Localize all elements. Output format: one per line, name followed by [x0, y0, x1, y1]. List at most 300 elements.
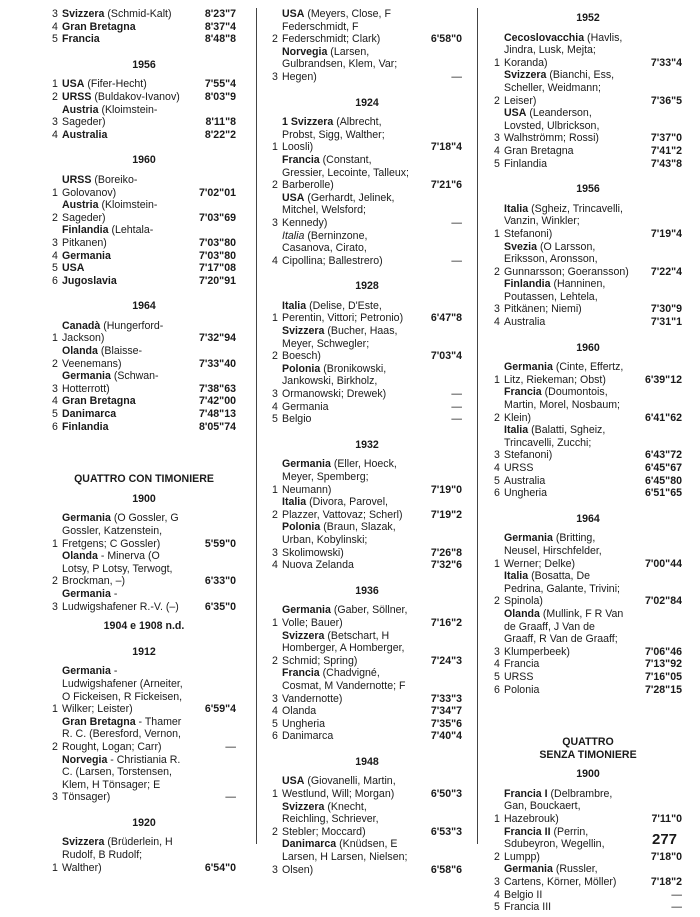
result-entry: [494, 608, 682, 658]
section-heading: QUATTRO CON TIMONIERE: [74, 473, 214, 486]
result-place: 3: [52, 791, 58, 804]
result-time: 7'36"5: [650, 94, 682, 107]
result-place: 3: [52, 382, 58, 395]
result-crew: Italia (Divora, Parovel, Plazzer, Vattovaz; Scherl): [282, 496, 403, 521]
result-place: 1: [494, 813, 500, 826]
result-crew: Olanda: [282, 705, 317, 718]
result-country: Cecoslovacchia: [504, 31, 585, 44]
result-crew: Germania (Schwan-Hotterrott): [62, 370, 159, 395]
result-entry: [272, 8, 462, 46]
result-crew: Italia (Bosatta, De Pedrina, Galante, Trivini; Spinola): [504, 570, 620, 608]
result-place: 2: [494, 265, 500, 278]
result-entry: [494, 532, 682, 570]
result-country: Germania: [282, 604, 331, 617]
result-place: 1: [494, 56, 500, 69]
result-entry: [494, 158, 682, 171]
year-heading: 1924: [355, 96, 379, 109]
result-crew: Cecoslovacchia (Havlis, Jindra, Lusk, Mejta; Koranda): [504, 31, 623, 69]
result-entry: [52, 588, 236, 613]
result-place: 1: [272, 141, 278, 154]
result-time: 7'48"13: [198, 408, 236, 421]
result-entry: [494, 487, 682, 500]
result-time: —: [451, 216, 462, 229]
result-place: 1: [494, 557, 500, 570]
year-heading: 1964: [576, 512, 600, 525]
result-country: Italia: [282, 229, 305, 242]
result-entry: [494, 203, 682, 241]
result-crew: Francia II (Perrin, Sdubeyron, Wegellin, Lumpp): [504, 825, 605, 863]
result-crew: [62, 275, 184, 288]
result-place: 2: [494, 94, 500, 107]
result-crew: [62, 21, 184, 34]
result-crew: Austria (Kloimstein-Sageder): [62, 199, 158, 224]
result-place: 1: [494, 373, 500, 386]
result-entry: [494, 241, 682, 279]
result-country: USA: [62, 262, 85, 275]
result-time: 6'59"4: [204, 703, 236, 716]
result-place: 6: [272, 730, 278, 743]
year-heading: 1948: [355, 755, 379, 768]
result-place: 3: [272, 70, 278, 83]
result-time: 7'00"44: [644, 557, 682, 570]
result-place: 3: [272, 863, 278, 876]
result-crew: URSS (Boreiko-Golovanov): [62, 173, 138, 199]
result-crew: Belgio: [282, 413, 312, 426]
result-country: Australia: [62, 128, 108, 141]
result-crew: Francia (Chadvigné, Cosmat, M Vandernotte; F Vandernotte): [282, 667, 406, 705]
result-country: Germania: [62, 587, 111, 600]
result-place: 5: [52, 33, 58, 46]
result-place: 2: [272, 654, 278, 667]
result-time: 6'58"6: [430, 863, 462, 876]
result-time: 7'30"9: [650, 303, 682, 316]
result-entry: [494, 788, 682, 826]
result-entry: [272, 401, 462, 414]
result-entry: [494, 386, 682, 424]
result-time: 7'34"7: [430, 705, 462, 718]
result-country: Danimarca: [62, 408, 117, 421]
result-time: 7'28"15: [644, 683, 682, 696]
result-country: Gran Bretagna: [62, 20, 136, 33]
result-entry: [52, 345, 236, 370]
result-crew: USA (Fifer-Hecht): [62, 78, 147, 91]
result-place: 4: [494, 658, 500, 671]
result-country: Polonia: [282, 521, 321, 534]
year-heading: 1956: [132, 58, 156, 71]
result-place: 2: [272, 825, 278, 838]
result-crew: [62, 395, 184, 408]
result-place: 1: [272, 483, 278, 496]
page-number: 277: [652, 831, 678, 848]
result-place: 5: [494, 901, 500, 914]
result-entry: [52, 836, 236, 874]
result-entry: [272, 718, 462, 731]
result-place: 2: [52, 740, 58, 753]
result-crew: Ungheria: [282, 717, 325, 730]
year-heading: 1900: [132, 492, 156, 505]
result-entry: [272, 116, 462, 154]
result-crew: Canadà (Hungerford-Jackson): [62, 319, 164, 345]
result-place: 1: [52, 537, 58, 550]
result-entry: [52, 174, 236, 199]
result-entry: [494, 658, 682, 671]
result-time: —: [451, 388, 462, 401]
result-place: 4: [52, 395, 58, 408]
result-entry: [494, 889, 682, 902]
result-country: Francia: [282, 667, 320, 680]
result-country: URSS: [62, 173, 92, 186]
result-crew: Australia: [504, 474, 546, 487]
result-time: 7'55"4: [204, 78, 236, 91]
result-time: 7'33"4: [650, 56, 682, 69]
result-crew: Danimarca: [282, 730, 334, 743]
result-time: 8'37"4: [204, 20, 236, 33]
result-crew: Svizzera (Schmid-Kalt): [62, 8, 172, 20]
result-entry: [272, 559, 462, 572]
result-place: 2: [494, 850, 500, 863]
result-crew: Norvegia (Larsen, Gulbrandsen, Klem, Var; Hegen): [282, 45, 398, 83]
result-country: USA: [504, 107, 527, 120]
result-time: 6'53"3: [430, 825, 462, 838]
result-time: 7'20"91: [198, 274, 236, 287]
result-place: 3: [494, 303, 500, 316]
result-entry: [272, 705, 462, 718]
result-place: 3: [494, 449, 500, 462]
result-country: USA: [282, 8, 305, 20]
year-heading: 1920: [132, 816, 156, 829]
result-country: Olanda: [62, 345, 98, 358]
result-time: —: [671, 888, 682, 901]
result-place: 1: [52, 186, 58, 199]
result-entry: [52, 91, 236, 104]
result-country: Italia: [282, 496, 307, 509]
result-entry: [52, 21, 236, 34]
result-entry: [52, 199, 236, 224]
result-entry: [494, 901, 682, 914]
result-entry: [494, 475, 682, 488]
result-entry: [494, 570, 682, 608]
result-place: 1: [52, 703, 58, 716]
result-crew: Germania (Eller, Hoeck, Meyer, Spemberg; Neumann): [282, 458, 397, 496]
result-time: 7'19"2: [430, 508, 462, 521]
result-crew: 1 Svizzera (Albrecht, Probst, Sigg, Walther; Loosli): [282, 116, 385, 154]
result-place: 2: [272, 350, 278, 363]
result-crew: Polonia (Bronikowski, Jankowski, Birkholz, Ormanowski; Drewek): [282, 362, 387, 401]
result-place: 5: [494, 157, 500, 170]
result-time: 7'18"0: [650, 850, 682, 863]
result-crew: Olanda (Blaisse-Veenemans): [62, 345, 143, 370]
result-entry: [494, 69, 682, 107]
result-place: 3: [52, 600, 58, 613]
result-place: 5: [272, 717, 278, 730]
result-crew: Italia (Berninzone, Casanova, Cirato, Cipollina; Ballestrero): [282, 229, 383, 267]
result-time: 8'05"74: [198, 420, 236, 433]
result-crew: Germania: [282, 400, 329, 413]
result-crew: Francia (Constant, Gressier, Lecointe, Talleux; Barberolle): [282, 153, 409, 192]
result-country: URSS: [62, 90, 92, 103]
result-country: Germania: [62, 370, 111, 383]
result-country: Austria: [62, 103, 99, 116]
result-time: —: [451, 400, 462, 413]
result-country: Gran Bretagna: [62, 395, 136, 408]
result-crew: [62, 250, 184, 263]
result-entry: [52, 754, 236, 804]
result-country: Austria: [62, 199, 99, 212]
result-crew: Germania (O Gossler, G Gossler, Katzenstein, Fretgens; C Gossler): [62, 512, 179, 550]
result-time: 5'59"0: [204, 537, 236, 550]
result-time: 6'41"62: [644, 411, 682, 424]
result-time: 6'35"0: [204, 600, 236, 613]
result-country: Finlandia: [62, 224, 109, 237]
result-place: 3: [494, 645, 500, 658]
result-time: 7'37"0: [650, 132, 682, 145]
result-place: 1: [52, 78, 58, 91]
result-country: Olanda: [504, 607, 540, 620]
result-country: Germania: [62, 665, 111, 678]
result-place: 5: [272, 413, 278, 426]
result-time: 7'35"6: [430, 717, 462, 730]
result-crew: Italia (Balatti, Sgheiz, Trincavelli, Zucchi; Stefanoni): [504, 424, 606, 462]
column-divider: [256, 8, 257, 844]
result-place: 3: [494, 876, 500, 889]
result-country: Germania: [62, 249, 111, 262]
result-place: 4: [494, 888, 500, 901]
result-time: 7'03"80: [198, 249, 236, 262]
year-heading: 1928: [355, 280, 379, 293]
result-place: 1: [52, 861, 58, 874]
result-country: Italia: [504, 570, 529, 583]
results-column-1: [52, 8, 236, 874]
result-place: 1: [272, 788, 278, 801]
result-crew: Finlandia (Hanninen, Poutassen, Lehtela, Pitkänen; Niemi): [504, 278, 606, 316]
result-entry: [272, 325, 462, 363]
year-heading: 1904 e 1908 n.d.: [103, 620, 185, 633]
result-entry: [52, 408, 236, 421]
result-crew: Svizzera (Knecht, Reichling, Schriever, Stebler; Moccard): [282, 800, 379, 838]
result-country: Svizzera: [282, 325, 325, 338]
result-time: —: [671, 901, 682, 914]
year-heading: 1936: [355, 584, 379, 597]
result-crew: [62, 262, 184, 275]
result-country: Norvegia: [62, 753, 108, 766]
result-crew: Francia III: [504, 901, 552, 914]
result-time: 7'32"94: [198, 332, 236, 345]
result-place: 2: [494, 595, 500, 608]
result-crew: Germania - Ludwigshafener (Arneiter, O Fickeisen, R Fickeisen, Wilker; Leister): [62, 665, 183, 716]
result-crew: [62, 129, 184, 142]
result-time: 6'47"8: [430, 312, 462, 325]
result-crew: USA (Meyers, Close, F Federschmidt, F Federschmidt; Clark): [282, 8, 391, 46]
result-crew: Nuova Zelanda: [282, 559, 354, 572]
result-time: 6'51"65: [644, 487, 682, 500]
result-time: 7'26"8: [430, 546, 462, 559]
result-place: 3: [52, 116, 58, 129]
result-place: 3: [272, 388, 278, 401]
result-entry: [272, 154, 462, 192]
result-place: 4: [52, 128, 58, 141]
result-time: 7'17"08: [198, 262, 236, 275]
result-country: USA: [282, 191, 305, 204]
result-country: Germania: [504, 361, 553, 374]
result-time: 7'32"6: [430, 559, 462, 572]
result-time: —: [225, 740, 236, 753]
result-entry: [272, 46, 462, 84]
result-time: 7'24"3: [430, 654, 462, 667]
result-time: 6'43"72: [644, 449, 682, 462]
result-place: 2: [52, 357, 58, 370]
result-country: Jugoslavia: [62, 274, 117, 287]
result-entry: [272, 630, 462, 668]
result-entry: [52, 512, 236, 550]
result-time: 7'33"40: [198, 357, 236, 370]
result-time: 7'38"63: [198, 382, 236, 395]
result-crew: Germania (Cinte, Effertz, Litz, Riekeman; Obst): [504, 361, 624, 386]
result-country: Finlandia: [504, 278, 551, 291]
result-crew: Svizzera (Betschart, H Homberger, A Homberger, Schmid; Spring): [282, 629, 405, 667]
result-crew: Germania (Britting, Neusel, Hirschfelder, Werner; Delke): [504, 532, 602, 570]
result-time: 8'11"8: [205, 116, 236, 129]
result-country: Svezia: [504, 240, 537, 253]
result-entry: [494, 316, 682, 329]
result-place: 5: [494, 670, 500, 683]
result-place: 3: [494, 132, 500, 145]
result-entry: [272, 496, 462, 521]
result-crew: [62, 408, 184, 421]
result-time: 8'22"2: [204, 128, 236, 141]
result-crew: Svezia (O Larsson, Eriksson, Aronsson, Gunnarsson; Goeransson): [504, 240, 629, 278]
result-crew: Danimarca (Knüdsen, E Larsen, H Larsen, Nielsen; Olsen): [282, 838, 408, 876]
result-entry: [272, 730, 462, 743]
result-place: 4: [272, 254, 278, 267]
result-time: 6'50"3: [430, 788, 462, 801]
result-time: 8'03"9: [204, 90, 236, 103]
result-place: 4: [272, 559, 278, 572]
result-crew: USA (Leanderson, Lovsted, Ulbrickson, Walhströmm; Rossi): [504, 107, 600, 145]
column-divider: [477, 8, 478, 844]
result-place: 1: [52, 332, 58, 345]
result-country: Germania: [504, 532, 553, 545]
result-country: Svizzera: [62, 8, 105, 20]
result-entry: [52, 665, 236, 715]
result-country: Gran Bretagna: [62, 715, 136, 728]
result-place: 1: [272, 312, 278, 325]
result-place: 1: [272, 616, 278, 629]
year-heading: 1900: [576, 768, 600, 781]
result-time: 7'02"84: [644, 595, 682, 608]
section-heading: SENZA TIMONIERE: [539, 748, 637, 761]
result-time: 8'23"7: [204, 8, 236, 20]
result-time: 6'45"80: [644, 474, 682, 487]
result-place: 3: [272, 692, 278, 705]
result-entry: [272, 300, 462, 325]
result-crew: Gran Bretagna: [504, 144, 574, 157]
result-entry: [272, 604, 462, 629]
result-country: Francia II: [504, 825, 551, 838]
result-entry: [52, 33, 236, 46]
result-time: —: [451, 70, 462, 83]
result-entry: [52, 8, 236, 21]
result-country: Finlandia: [62, 420, 109, 433]
result-country: USA: [62, 78, 85, 91]
result-time: —: [451, 254, 462, 267]
result-place: 2: [52, 211, 58, 224]
result-entry: [494, 424, 682, 462]
result-time: 7'16"05: [644, 670, 682, 683]
result-place: 2: [272, 179, 278, 192]
result-time: 6'33"0: [204, 575, 236, 588]
result-time: 6'39"12: [644, 373, 682, 386]
result-crew: Ungheria: [504, 487, 547, 500]
result-country: Germania: [62, 512, 111, 525]
result-crew: Finlandia (Lehtala-Pitkanen): [62, 224, 154, 249]
result-place: 6: [52, 274, 58, 287]
result-crew: URSS (Buldakov-Ivanov): [62, 90, 180, 103]
result-place: 6: [52, 420, 58, 433]
result-entry: [494, 107, 682, 145]
result-country: Francia I: [504, 787, 548, 800]
result-entry: [272, 192, 462, 230]
result-crew: Australia: [504, 316, 546, 329]
result-entry: [52, 716, 236, 754]
result-place: 4: [494, 144, 500, 157]
year-heading: 1932: [355, 438, 379, 451]
result-time: 8'48"8: [204, 33, 236, 46]
result-time: —: [451, 413, 462, 426]
result-time: 7'18"2: [650, 876, 682, 889]
result-entry: [494, 361, 682, 386]
result-entry: [494, 278, 682, 316]
result-entry: [52, 421, 236, 434]
result-time: 6'54"0: [204, 861, 236, 874]
result-time: 7'22"4: [650, 265, 682, 278]
result-time: 7'31"1: [650, 316, 682, 329]
result-entry: [494, 863, 682, 888]
result-crew: Italia (Delise, D'Este, Perentin, Vittori; Petronio): [282, 299, 404, 325]
result-country: Svizzera: [504, 69, 547, 82]
result-crew: Finlandia: [504, 157, 547, 170]
result-place: 4: [494, 462, 500, 474]
result-time: 7'02"01: [198, 186, 236, 199]
result-time: 7'13"92: [644, 658, 682, 671]
result-time: 7'21"6: [430, 179, 462, 192]
result-country: Germania: [282, 458, 331, 471]
result-entry: [52, 78, 236, 91]
result-entry: [52, 550, 236, 588]
result-crew: Francia (Doumontois, Martin, Morel, Nosbaum; Klein): [504, 386, 620, 424]
result-entry: [52, 129, 236, 142]
result-country: Svizzera: [282, 800, 325, 813]
result-time: 7'40"4: [430, 730, 462, 743]
result-crew: Olanda (Mullink, F R Van de Graaff, J Van de Graaff, R Van de Graaff; Klumperbeek): [504, 607, 624, 658]
result-country: Canadà: [62, 319, 101, 332]
result-time: 7'03"80: [198, 236, 236, 249]
result-country: Germania: [504, 863, 553, 876]
result-crew: Norvegia - Christiania R. C. (Larsen, Torstensen, Klem, H Tönsager; E Tönsager): [62, 753, 181, 804]
result-entry: [494, 684, 682, 697]
result-entry: [272, 667, 462, 705]
result-place: 5: [52, 408, 58, 421]
result-place: 4: [272, 705, 278, 718]
result-time: 7'33"3: [430, 692, 462, 705]
result-place: 3: [272, 546, 278, 559]
result-entry: [52, 104, 236, 129]
result-time: 7'18"4: [430, 141, 462, 154]
result-place: 3: [272, 216, 278, 229]
result-entry: [272, 230, 462, 268]
result-place: 5: [494, 474, 500, 487]
result-place: 4: [494, 316, 500, 329]
result-crew: Svizzera (Brüderlein, H Rudolf, B Rudolf; Walther): [62, 836, 173, 874]
